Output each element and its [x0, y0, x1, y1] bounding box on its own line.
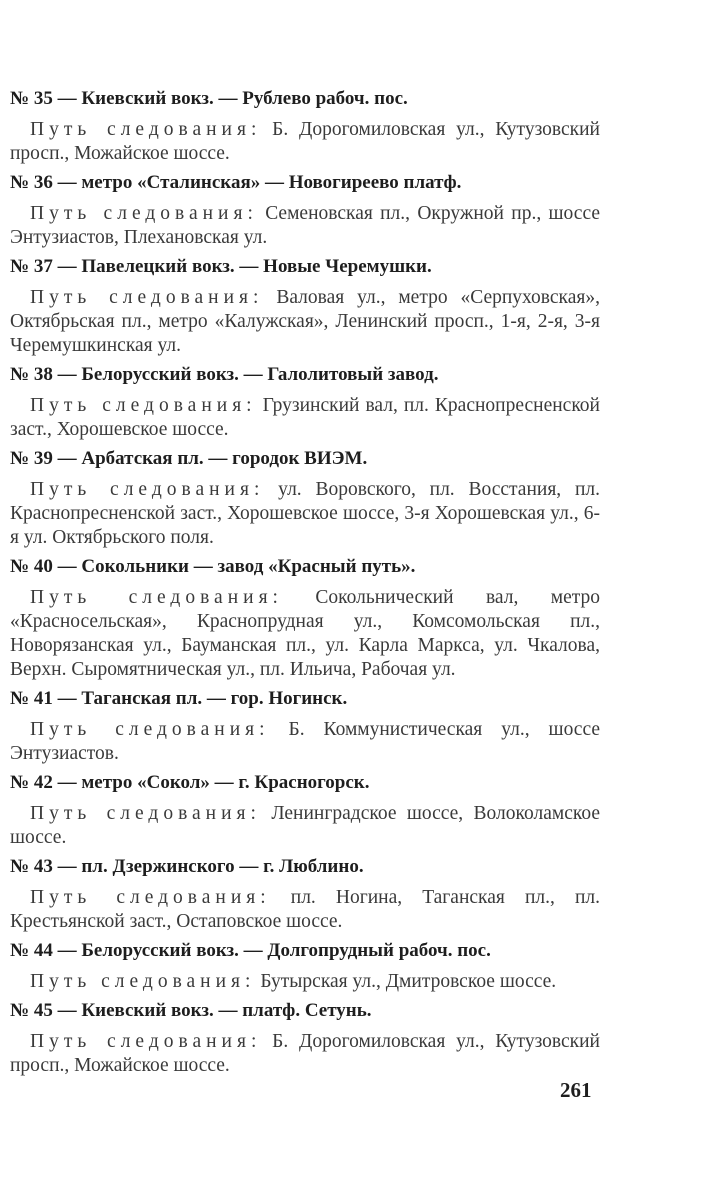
route-heading [10, 1000, 600, 1022]
route-entry [10, 688, 600, 766]
route-streets: Валовая ул., метро «Серпуховская», Октябрьская пл., метро «Калужская», Ленинский просп., 1-я, 2-я, 3-я Черемушкинская ул. [10, 287, 600, 356]
route-heading [10, 256, 600, 278]
route-number: № 43 [10, 856, 53, 877]
route-title: — Киевский вокз. — платф. Сетунь. [57, 1000, 372, 1021]
route-title: — Белорусский вокз. — Галолитовый завод. [57, 364, 439, 385]
route-entry [10, 448, 600, 550]
route-streets: Грузинский вал, пл. Краснопресненской заст., Хорошевское шоссе. [10, 395, 600, 440]
route-number: № 44 [10, 940, 53, 961]
route-number: № 38 [10, 364, 53, 385]
route-entry [10, 1000, 600, 1078]
route-entry [10, 364, 600, 442]
route-number: № 36 [10, 172, 53, 193]
route-description [10, 394, 600, 442]
route-title: — метро «Сокол» — г. Красногорск. [57, 772, 370, 793]
route-title: — Таганская пл. — гор. Ногинск. [57, 688, 348, 709]
route-entry [10, 856, 600, 934]
route-lead: Путь следования: [30, 479, 265, 500]
route-entry [10, 256, 600, 358]
route-lead: Путь следования: [30, 119, 262, 140]
route-heading [10, 688, 600, 710]
page-number: 261 [560, 1078, 592, 1102]
route-streets: Б. Дорогомиловская ул., Кутузовский просп., Можайское шоссе. [10, 119, 600, 164]
route-title: — Киевский вокз. — Рублево рабоч. пос. [57, 88, 408, 109]
route-number: № 40 [10, 556, 53, 577]
route-number: № 42 [10, 772, 53, 793]
route-description [10, 478, 600, 550]
route-title: — пл. Дзержинского — г. Люблино. [57, 856, 364, 877]
route-description [10, 286, 600, 358]
route-entry [10, 940, 600, 994]
route-lead: Путь следования: [30, 1031, 262, 1052]
route-entry [10, 772, 600, 850]
route-number: № 41 [10, 688, 53, 709]
route-lead: Путь следования: [30, 395, 257, 416]
route-streets: пл. Ногина, Таганская пл., пл. Крестьянской заст., Остаповское шоссе. [10, 887, 600, 932]
route-title: — Арбатская пл. — городок ВИЭМ. [57, 448, 368, 469]
route-number: № 35 [10, 88, 53, 109]
route-heading [10, 856, 600, 878]
route-streets: ул. Воровского, пл. Восстания, пл. Краснопресненской заст., Хорошевское шоссе, 3-я Хорошевская ул., 6-я ул. Октябрьского поля. [10, 479, 600, 548]
route-lead: Путь следования: [30, 719, 270, 740]
route-list [10, 88, 600, 1084]
route-heading [10, 772, 600, 794]
route-description [10, 802, 600, 850]
route-title: — метро «Сталинская» — Новогиреево платф. [57, 172, 462, 193]
route-entry [10, 88, 600, 166]
route-heading [10, 364, 600, 386]
route-entry [10, 556, 600, 682]
route-number: № 39 [10, 448, 53, 469]
route-description [10, 202, 600, 250]
route-heading [10, 556, 600, 578]
route-description [10, 118, 600, 166]
route-lead: Путь следования: [30, 803, 261, 824]
route-heading [10, 88, 600, 110]
route-streets: Сокольнический вал, метро «Красносельская», Краснопрудная ул., Комсомольская пл., Новорязанская ул., Бауманская пл., ул. Карла Маркса, ул. Чкалова, Верхн. Сыромятническая ул., пл. Ильича, Рабочая ул. [10, 587, 600, 680]
route-lead: Путь следования: [30, 287, 264, 308]
route-streets: Б. Дорогомиловская ул., Кутузовский просп., Можайское шоссе. [10, 1031, 600, 1076]
route-lead: Путь следования: [30, 203, 258, 224]
route-entry [10, 172, 600, 250]
route-heading [10, 448, 600, 470]
route-lead: Путь следования: [30, 887, 271, 908]
route-description [10, 970, 600, 994]
route-streets: Ленинградское шоссе, Волоколамское шоссе. [10, 803, 600, 848]
route-lead: Путь следования: [30, 971, 256, 992]
route-description [10, 1030, 600, 1078]
route-streets: Б. Коммунистическая ул., шоссе Энтузиастов. [10, 719, 601, 764]
route-number: № 37 [10, 256, 53, 277]
route-title: — Павелецкий вокз. — Новые Черемушки. [57, 256, 432, 277]
route-streets: Семеновская пл., Окружной пр., шоссе Энтузиастов, Плехановская ул. [10, 203, 600, 248]
route-description [10, 886, 600, 934]
route-description [10, 718, 600, 766]
route-description [10, 586, 600, 682]
route-streets: Бутырская ул., Дмитровское шоссе. [260, 971, 557, 992]
route-lead: Путь следования: [30, 587, 283, 608]
route-heading [10, 940, 600, 962]
route-title: — Белорусский вокз. — Долгопрудный рабоч. пос. [57, 940, 491, 961]
route-heading [10, 172, 600, 194]
route-number: № 45 [10, 1000, 53, 1021]
route-title: — Сокольники — завод «Красный путь». [57, 556, 416, 577]
